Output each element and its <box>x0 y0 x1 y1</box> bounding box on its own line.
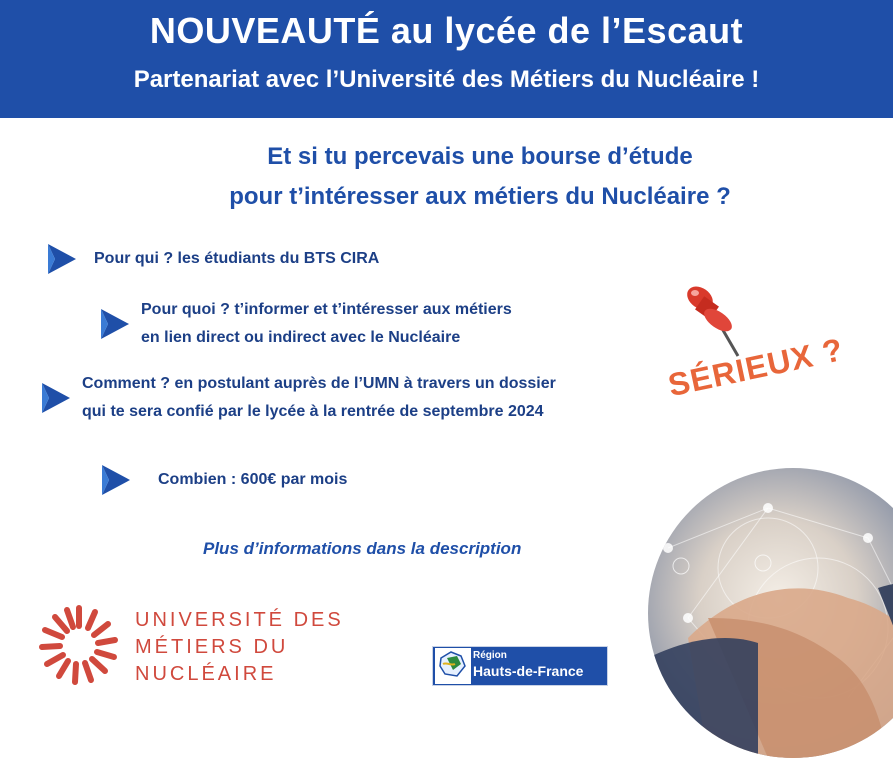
region-logo-big: Hauts-de-France <box>473 663 584 679</box>
serieux-callout: SÉRIEUX ? <box>665 331 847 404</box>
umn-sunburst-logo <box>35 600 123 690</box>
arrow-bullet-icon <box>38 381 72 415</box>
bullet-text: Pour qui ? les étudiants du BTS CIRA <box>94 250 380 267</box>
banner-title: NOUVEAUTÉ au lycée de l’Escaut <box>149 10 744 51</box>
banner-subtitle: Partenariat avec l’Université des Métiers du Nucléaire ! <box>133 66 760 93</box>
more-info-text: Plus d’informations dans la description <box>203 539 522 558</box>
region-map-icon <box>435 648 471 684</box>
header-banner <box>0 0 893 118</box>
headline-line-2: pour t’intéresser aux métiers du Nucléaire ? <box>229 183 731 210</box>
arrow-bullet-icon <box>98 463 132 497</box>
arrow-bullet-icon <box>97 307 131 341</box>
umn-logo-line-3: NUCLÉAIRE <box>135 663 277 685</box>
bullet-text <box>82 370 556 426</box>
bullet-pour-quoi <box>97 296 512 352</box>
bullet-text-line-2: qui te sera confié par le lycée à la rentrée de septembre 2024 <box>82 403 544 420</box>
region-hauts-de-france-logo <box>432 646 608 686</box>
push-pin-icon <box>680 280 750 360</box>
handshake-photo <box>648 468 893 758</box>
umn-logo-line-1: UNIVERSITÉ DES <box>135 609 344 631</box>
region-logo-small: Région <box>473 650 507 661</box>
bullet-pour-qui <box>44 242 379 276</box>
umn-logo-line-2: MÉTIERS DU <box>135 636 289 658</box>
umn-logo-text <box>135 607 344 688</box>
bullet-text <box>141 296 512 352</box>
bullet-combien <box>98 463 347 497</box>
network-overlay <box>648 468 893 758</box>
bullet-text-line-1: Comment ? en postulant auprès de l’UMN à travers un dossier <box>82 375 556 392</box>
arrow-bullet-icon <box>44 242 78 276</box>
bullet-text-line-2: en lien direct ou indirect avec le Nucléaire <box>141 329 461 346</box>
bullet-comment <box>38 370 556 426</box>
bullet-text-line-1: Pour quoi ? t’informer et t’intéresser aux métiers <box>141 301 512 318</box>
headline-line-1: Et si tu percevais une bourse d’étude <box>267 143 693 170</box>
bullet-text: Combien : 600€ par mois <box>158 471 348 488</box>
